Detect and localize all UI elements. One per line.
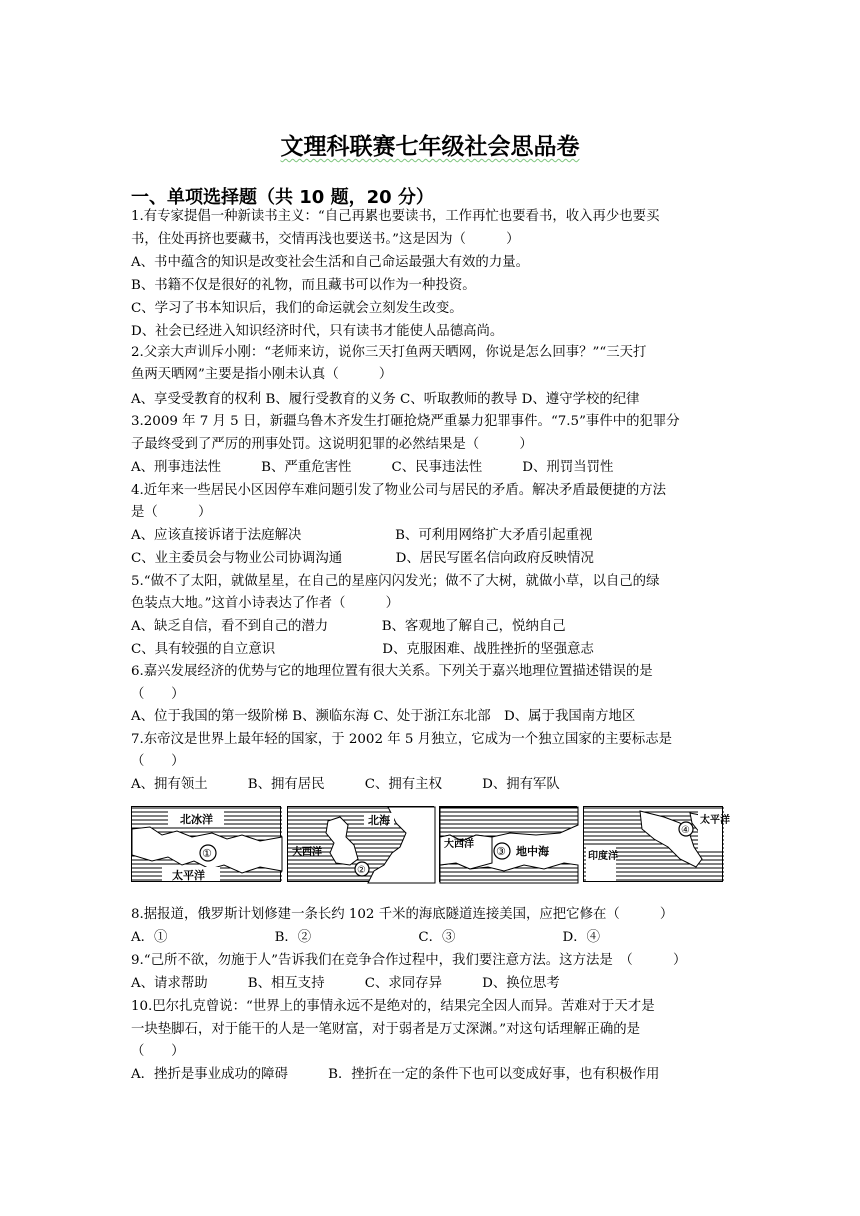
text-line: C、学习了书本知识后，我们的命运就会立刻发生改变。 (131, 301, 463, 316)
map4-label-b: 印度洋 (588, 851, 618, 862)
text-line: C、业主委员会与物业公司协调沟通 D、居民写匿名信向政府反映情况 (131, 551, 594, 566)
text-line: 子最终受到了严厉的刑事处罚。这说明犯罪的必然结果是（ ） (131, 437, 533, 452)
text-line: （ ） (131, 754, 185, 769)
text-line: A、享受受教育的权利 B、履行受教育的义务 C、听取教师的教导 D、遵守学校的纪律 (131, 392, 640, 407)
map-panel-1 (131, 806, 281, 882)
text-line: 6.嘉兴发展经济的优势与它的地理位置有很大关系。下列关于嘉兴地理位置描述错误的是 (131, 664, 653, 679)
map-panel-4 (583, 806, 730, 882)
map3-label-a: 大西洋 (444, 839, 474, 850)
text-line: 7.东帝汶是世界上最年轻的国家，于 2002 年 5 月独立，它成为一个独立国家的主要标志是 (131, 732, 673, 747)
map1-marker: ① (202, 847, 212, 860)
map2-label-b: 大西洋 (292, 847, 322, 858)
text-line: 是（ ） (131, 505, 212, 520)
text-line: A、拥有领土 B、拥有居民 C、拥有主权 D、拥有军队 (131, 777, 560, 792)
text-line: A、刑事违法性 B、严重危害性 C、民事违法性 D、刑罚当罚性 (131, 460, 614, 475)
text-line: 鱼两天晒网”主要是指小刚未认真（ ） (131, 367, 393, 382)
text-line: （ ） (131, 1044, 185, 1059)
text-line: 5.“做不了太阳，就做星星，在自己的星座闪闪发光；做不了大树，就做小草，以自己的绿 (131, 574, 660, 589)
map1-label-b: 太平洋 (172, 869, 205, 882)
text-line: 色装点大地。”这首小诗表达了作者（ ） (131, 596, 399, 611)
text-line: 8.据报道，俄罗斯计划修建一条长约 102 千米的海底隧道连接美国，应把它修在（ ） (131, 907, 674, 922)
section-heading: 一、单项选择题（共 10 题，20 分） (131, 187, 434, 208)
text-line: 4.近年来一些居民小区因停车难问题引发了物业公司与居民的矛盾。解决矛盾最便捷的方法 (131, 483, 667, 498)
map4-label-a: 太平洋 (700, 815, 730, 826)
text-line: A．挫折是事业成功的障碍 B．挫折在一定的条件下也可以变成好事，也有积极作用 (131, 1067, 660, 1082)
map2-label-a: 北海 (368, 814, 390, 827)
map4-marker: ④ (681, 825, 690, 836)
map-figure (131, 806, 730, 882)
text-line: A、应该直接诉诸于法庭解决 B、可利用网络扩大矛盾引起重视 (131, 528, 593, 543)
map3-marker: ③ (496, 845, 506, 858)
exam-title: 文理科联赛七年级社会思品卷 (280, 134, 580, 160)
map3-label-b: 地中海 (516, 845, 549, 858)
text-line: 一块垫脚石，对于能干的人是一笔财富，对于弱者是万丈深渊。”对这句话理解正确的是 (131, 1022, 640, 1037)
text-line: 书，住处再挤也要藏书，交情再浅也要送书。”这是因为（ ） (131, 232, 520, 247)
text-line: A．① B．② C．③ D．④ (131, 930, 600, 945)
text-line: 2.父亲大声训斥小刚：“老师来访，说你三天打鱼两天晒网，你说是怎么回事？”“三天打 (131, 345, 647, 360)
map1-label-a: 北冰洋 (180, 813, 213, 826)
text-line: D、社会已经进入知识经济时代，只有读书才能使人品德高尚。 (131, 324, 504, 339)
text-line: A、请求帮助 B、相互支持 C、求同存异 D、换位思考 (131, 976, 560, 991)
map2-marker: ② (357, 865, 366, 876)
text-line: 10.巴尔扎克曾说：“世界上的事情永远不是绝对的，结果完全因人而异。苦难对于天才是 (131, 999, 655, 1014)
text-line: 3.2009 年 7 月 5 日，新疆乌鲁木齐发生打砸抢烧严重暴力犯罪事件。“7.5”事件中的犯罪分 (131, 414, 680, 429)
map-panel-3 (439, 806, 577, 882)
text-line: B、书籍不仅是很好的礼物，而且藏书可以作为一种投资。 (131, 278, 476, 293)
text-line: C、具有较强的自立意识 D、克服困难、战胜挫折的坚强意志 (131, 642, 594, 657)
map-panel-2 (287, 806, 434, 882)
text-line: 1.有专家提倡一种新读书主义：“自己再累也要读书，工作再忙也要看书，收入再少也要买 (131, 209, 660, 224)
text-line: A、缺乏自信，看不到自己的潜力 B、客观地了解自己，悦纳自己 (131, 619, 566, 634)
text-line: A、位于我国的第一级阶梯 B、濒临东海 C、处于浙江东北部 D、属于我国南方地区 (131, 709, 636, 724)
text-line: 9.“己所不欲，勿施于人”告诉我们在竞争合作过程中，我们要注意方法。这方法是 （ ） (131, 953, 687, 968)
text-line: （ ） (131, 687, 185, 702)
text-line: A、书中蕴含的知识是改变社会生活和自己命运最强大有效的力量。 (131, 255, 529, 270)
